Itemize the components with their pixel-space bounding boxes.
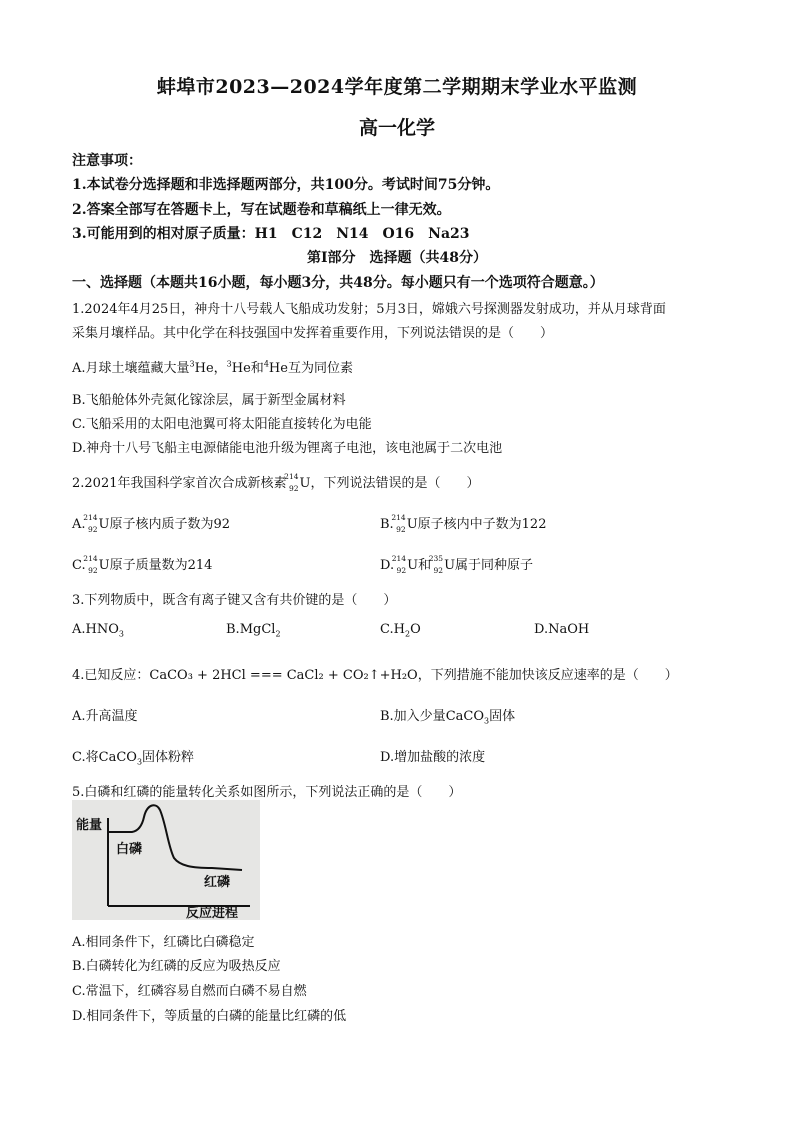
q5-stem: 5.白磷和红磷的能量转化关系如图所示，下列说法正确的是（ ） <box>72 785 462 800</box>
q3-option-c: $C.H_2O$ <box>380 622 421 639</box>
white-phosphorus-label: 白磷 <box>116 842 143 857</box>
q1-option-c: C.飞船采用的太阳电池翼可将太阳能直接转化为电能 <box>72 417 372 432</box>
energy-diagram <box>72 800 260 920</box>
q5-option-c: C.常温下，红磷容易自燃而白磷不易自燃 <box>72 984 307 999</box>
note-item: 2.答案全部写在答题卡上，写在试题卷和草稿纸上一律无效。 <box>72 202 451 218</box>
part1-title: 第Ⅰ部分 选择题（共48分） <box>306 250 488 266</box>
q1-stem-line1: 1.2024年4月25日，神舟十八号载人飞船成功发射；5月3日，嫦娥六号探测器发射成功，并从月球背面 <box>72 302 666 317</box>
note-item: 3.可能用到的相对原子质量：H1 C12 N14 O16 Na23 <box>72 226 470 242</box>
q3-option-a: $A.HNO_3$ <box>72 622 124 639</box>
q4-option-b: B.加入少量CaCO$_3$固体 <box>380 709 516 726</box>
q2-option-c: C. 214 92 U原子质量数为214 <box>72 554 213 575</box>
red-phosphorus-label: 红磷 <box>204 875 231 890</box>
q4-option-c: C.将CaCO$_3$固体粉粹 <box>72 750 195 767</box>
q5-option-d: D.相同条件下，等质量的白磷的能量比红磷的低 <box>72 1009 347 1024</box>
q5-option-a: A.相同条件下，红磷比白磷稳定 <box>72 935 255 950</box>
q5-option-b: B.白磷转化为红磷的反应为吸热反应 <box>72 959 281 974</box>
q2-option-a: A. 214 92 U原子核内质子数为92 <box>72 513 231 534</box>
q2-option-d: D. 214 92 U和 235 92 U属于同种原子 <box>380 554 534 575</box>
q1-option-b: B.飞船舱体外壳氮化镓涂层，属于新型金属材料 <box>72 393 346 408</box>
q4-equation: CaCO₃ + 2HCl === CaCl₂ + CO₂↑+H₂O <box>149 668 418 683</box>
notes-heading: 注意事项： <box>72 153 142 169</box>
q3-stem: 3.下列物质中，既含有离子键又含有共价键的是（ ） <box>72 593 397 608</box>
exam-title: 蚌埠市2023—2024学年度第二学期期末学业水平监测 <box>156 76 638 98</box>
note-item: 1.本试卷分选择题和非选择题两部分，共100分。考试时间75分钟。 <box>72 177 500 193</box>
y-axis-label: 能量 <box>76 818 103 833</box>
x-axis-label: 反应进程 <box>186 906 239 921</box>
q1-option-d: D.神舟十八号飞船主电源储能电池升级为锂离子电池，该电池属于二次电池 <box>72 441 503 456</box>
q3-option-b: B.MgCl$_2$ <box>226 622 281 639</box>
q2-option-b: B. 214 92 U原子核内中子数为122 <box>380 513 547 534</box>
q1-option-a: A.月球土壤蕴藏大量$^3$He，$^3$He和$^4$He互为同位素 <box>72 359 353 376</box>
q1-stem-line2: 采集月壤样品。其中化学在科技强国中发挥着重要作用，下列说法错误的是（ ） <box>72 326 554 341</box>
q4-option-a: A.升高温度 <box>72 709 138 724</box>
q2-stem: 2.2021年我国科学家首次合成新核素 214 92 U，下列说法错误的是（ ） <box>72 472 480 493</box>
section-heading: 一、选择题（本题共16小题，每小题3分，共48分。每小题只有一个选项符合题意。） <box>72 275 604 291</box>
exam-subject: 高一化学 <box>358 117 435 139</box>
q4-stem: 4.已知反应：CaCO₃ + 2HCl === CaCl₂ + CO₂↑+H₂O，下列措施不能加快该反应速率的是（ ） <box>72 668 678 683</box>
q3-option-d: D.NaOH <box>534 622 590 637</box>
q4-option-d: D.增加盐酸的浓度 <box>380 750 486 765</box>
